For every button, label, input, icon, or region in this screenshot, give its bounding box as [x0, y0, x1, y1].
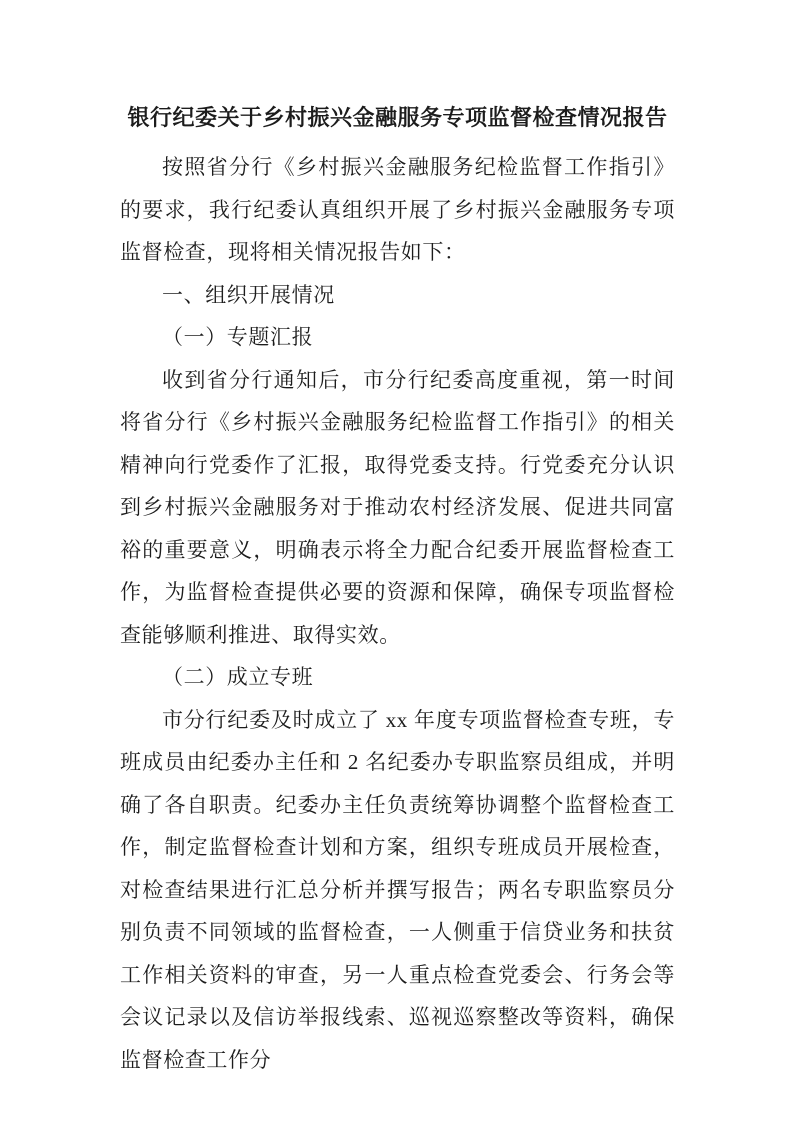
subsection-heading-1-2: （二）成立专班: [162, 665, 314, 689]
paragraph-task-force: 市分行纪委及时成立了 xx 年度专项监督检查专班，专班成员由纪委办主任和 2 名纪委办专职监察员组成，并明确了各自职责。纪委办主任负责统筹协调整个监督检查工作，制定监督检查计划和方案，组织专班成员开展检查，对检查结果进行汇总分析并撰写报告；两名专职监察员分别负责不同领域的监督检查，一人侧重于信贷业务和扶贫工作相关资料的审查，另一人重点检查党委会、行务会等会议记录以及信访举报线索、巡视巡察整改等资料，确保监督检查工作分: [120, 707, 675, 1072]
section-heading-1: 一、组织开展情况: [162, 282, 335, 307]
subsection-heading-1-1: （一）专题汇报: [162, 325, 314, 349]
paragraph-special-report: 收到省分行通知后，市分行纪委高度重视，第一时间将省分行《乡村振兴金融服务纪检监督工作指引》的相关精神向行党委作了汇报，取得党委支持。行党委充分认识到乡村振兴金融服务对于推动农村经济发展、促进共同富裕的重要意义，明确表示将全力配合纪委开展监督检查工作，为监督检查提供必要的资源和保障，确保专项监督检查能够顺利推进、取得实效。: [120, 367, 675, 647]
document-title: 银行纪委关于乡村振兴金融服务专项监督检查情况报告: [127, 105, 668, 130]
paragraph-intro: 按照省分行《乡村振兴金融服务纪检监督工作指引》的要求，我行纪委认真组织开展了乡村振兴金融服务专项监督检查，现将相关情况报告如下：: [120, 155, 675, 264]
